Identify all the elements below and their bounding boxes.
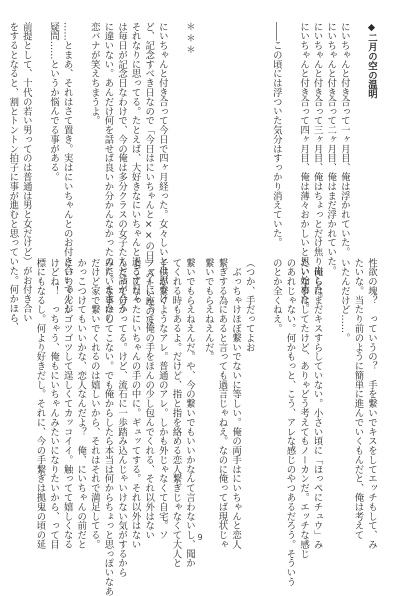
text-line: てくれる時もあるよ。だけど、指と指を絡める恋人繋ぎじゃなくて大人と [170,258,182,568]
text-line: ファーに座って俺の手をほんの少し包んでくれる、それ以外はない [143,258,155,540]
text-line: にいちゃんと付き合って一ヶ月目、俺は浮かれていた。 [338,22,350,257]
text-line: いたんだけど……。 [338,258,350,343]
text-line: にいちゃんと付き合って今日で四ヶ月経った。女々しいとは思うけ [156,22,168,304]
text-line: んだって分かってる。けど、流石に一歩踏み込んじゃいけない気がするから [116,258,128,578]
text-block-bottom-left [20,258,196,596]
text-block-top-left [7,22,196,332]
text-line: のとか全くねえ。 [270,258,282,334]
text-line: 繋いでもらえねえんだ。 [202,258,214,362]
text-line: に違いない。あんだけ何を話せば良いか分かんなかったのに。まさかの [102,22,114,323]
text-line: ようになったにいちゃんの手の中に。ギュッてする。それ以外はない [129,258,141,550]
text-line: にいちゃんと付き合って二ヶ月目、俺はまだ浮かれていた。 [325,22,337,276]
text-line: 前提として、十代の若い男ってのは普通は男と女だけど）がお付き合い [20,22,32,323]
text-line: それなりに思ってる。たとえば、大好きなにいちゃんと過ごす日々 [129,22,141,304]
text-line: みたいな事はしてこない。でも俺からしたら本当は何からちょっと思っぽいなあ [102,258,114,596]
text-line: は毎日が記念日なわけで、今の俺は多分クラスの女子たちと話が合う [116,22,128,314]
text-line: 俺らはまだキスすらしていない。小さい頃に「ほっぺにチュウ」み [311,258,323,550]
paragraph-gap [324,258,338,470]
text-line: 繋ぎする為にあると言っても過言じゃねえ。なのに俺ってば現状じゃ [216,258,228,550]
scene-break-marks: ＊＊＊ [184,22,195,57]
text-line: 標にもなるし。何より好きだし。それに、今の手繋ぎは拠鬼の頃の延 [34,258,46,550]
text-line: たいな事はしてたけど、ありゃどう考えてもノーカンだ。エッチな感じ [298,258,310,559]
text-line: 性欲の塊？ っていうの？ 手を繋いでキスをしてエッチもして、み [366,258,377,550]
text-line: 疑問……というか悩んでる事がある。 [48,22,60,182]
text-line: 繋いでもらえねえんだ。や、今の繋いでもいいかなんて言わないし、聞か [184,258,195,568]
paragraph-gap [283,22,297,246]
text-line: 子供が繋ぐようなアレ。普通のアレ。しかも外じゃなくて自宅。ソ [156,258,168,540]
text-line: ど、記念すべき日なので「今日はにいちゃんと××の日」みたいなのは [143,22,155,326]
text-line: のあれじゃない。何かもっと、こう、アレな感じのやつあるだろう。そういう [284,258,296,587]
text-block-bottom-right [202,258,378,587]
paragraph-gap [169,22,183,246]
text-line: にいちゃんと付き合って三ヶ月目、俺はちょっとだけ焦り出した。 [311,22,323,304]
text-line: だけど家で繋いでくれるのは嬉しいから、それはそれで満足してる。 [88,258,100,550]
paragraph-gap [74,22,88,246]
page-number: 9 [197,533,203,542]
text-line: をするとなると、割とトントン拍子に事が進むと思っていた。何かほら、 [7,22,19,332]
section-heading: ◆二月の空の温明 [366,22,377,99]
text-line: にいちゃんと付き合って四ヶ月目、俺は薄々おかしいと思い始めた。 [298,22,310,314]
text-line: ……とまあ、それはさて置き。実はにいちゃんとのお付き合いで少し [61,22,73,314]
text-line: たいな。当たり前のように簡単に進んでいくもんだと、俺は考えて [352,258,364,540]
paragraph-gap [256,258,270,470]
text-line: かっこつけてもいいかな、恋人なんだよ？ 俺、にいちゃんの前だと [75,258,87,550]
text-line: 恋バナが笑えちまうよ。 [88,22,100,126]
text-line: （つか、手だってよお [243,258,255,352]
paragraph-gap [33,22,47,246]
text-line: にいちゃんがゴツゴツして逞しくてカッコイイ。触ってて嬉しくなる [61,258,73,550]
text-line: ――この頃には浮ついた気分はすっかり消えていた。 [270,22,282,248]
text-line: けどね！ っちゃう、俺もにいちゃんみたいになりたいから、って目 [48,258,60,550]
text-line: ぶっちゃけほぼ繋いでないに等しい。俺の両手はにいちゃんと恋人 [230,258,242,550]
paragraph-gap [351,22,365,246]
